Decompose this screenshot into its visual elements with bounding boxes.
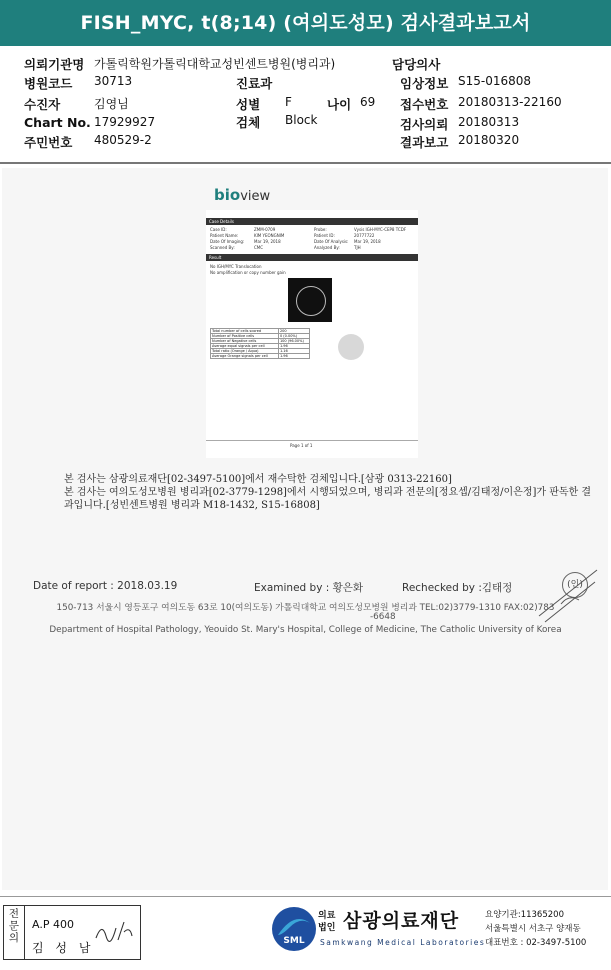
bioview-report-image xyxy=(206,186,418,458)
specialist-vertical-label xyxy=(4,906,25,959)
hospital-code-label: 병원코드 xyxy=(24,76,73,91)
fish-count-table xyxy=(210,328,310,359)
recipient-value: 김영님 xyxy=(94,97,129,111)
table-cell: Number of Positive cells xyxy=(211,334,279,339)
rrn-value: 480529-2 xyxy=(94,133,152,147)
specialist-signature xyxy=(94,918,134,944)
address-line-1: 150-713 서울시 영등포구 여의도동 63로 10(여의도동) 가톨릭대학교 여의도성모병원 병리과 TEL:02)3779-1310 FAX:02)783 xyxy=(56,603,555,613)
report-date-value: 20180320 xyxy=(458,133,520,147)
org-type-line-1: 의료 xyxy=(318,911,336,921)
org-type-line-2: 법인 xyxy=(318,923,336,933)
sml-logo-text: SML xyxy=(283,936,305,946)
body-text-line-1: 본 검사는 삼광의료재단[02-3497-5100]에서 재수탁한 검체입니다.[삼광 0313-22160] xyxy=(64,474,452,485)
department-label: 진료과 xyxy=(236,76,273,91)
table-cell: Total ratio (Orange / Aqua) xyxy=(211,349,279,354)
receipt-label: 접수번호 xyxy=(400,97,449,112)
org-phone: 대표번호 : 02-3497-5100 xyxy=(485,938,587,948)
case-field-value: CMC xyxy=(254,245,264,250)
org-name: 삼광의료재단 xyxy=(343,910,460,932)
table-row xyxy=(211,354,310,359)
table-cell: 200 xyxy=(278,329,309,334)
case-field-value: Vysis IGH-MYC-CEP8 TCDF xyxy=(354,227,407,232)
table-cell: Number of Negative cells xyxy=(211,339,279,344)
specialist-vertical-text: 전문의 xyxy=(8,908,20,944)
case-field-value: KIM YEONGNIM xyxy=(254,233,285,238)
hospital-code-value: 30713 xyxy=(94,74,133,88)
footer-divider xyxy=(0,896,611,897)
table-cell: 0 (0.00%) xyxy=(278,334,309,339)
receipt-value: 20180313-22160 xyxy=(458,95,562,109)
result-line-1: No IGH/MYC Translocation xyxy=(210,264,262,269)
specimen-label: 검체 xyxy=(236,115,261,130)
org-english-name: Samkwang Medical Laboratories xyxy=(320,938,486,947)
age-label: 나이 xyxy=(327,97,352,112)
specialist-box xyxy=(3,905,141,960)
header-divider xyxy=(0,162,611,164)
report-date-label: 결과보고 xyxy=(400,135,449,150)
case-field-label: Patient Name: xyxy=(210,233,239,238)
case-field-value: Mar 19, 2018 xyxy=(254,239,281,244)
case-field-label: Analyzed By: xyxy=(314,245,340,250)
org-code: 요양기관:11365200 xyxy=(485,910,564,920)
case-field-label: Date Of Imaging: xyxy=(210,239,245,244)
table-cell: Total number of cells scored xyxy=(211,329,279,334)
recipient-label: 수진자 xyxy=(24,97,61,112)
table-cell: 1.16 xyxy=(278,349,309,354)
rechecked-by: Rechecked by :김태정 xyxy=(402,582,513,594)
org-address: 서울특별시 서초구 양재동 xyxy=(485,924,581,934)
institution-value: 가톨릭학원가톨릭대학교성빈센트병원(병리과) xyxy=(94,57,336,71)
specialist-license: A.P 400 xyxy=(32,918,74,931)
bioview-logo-suffix: view xyxy=(240,189,271,204)
age-value: 69 xyxy=(360,95,376,109)
doctor-label: 담당의사 xyxy=(392,57,441,72)
chart-value: 17929927 xyxy=(94,115,156,129)
result-line-2: No amplification or copy number gain xyxy=(210,270,286,275)
address-line-2: -6648 xyxy=(370,612,396,622)
sex-label: 성별 xyxy=(236,97,261,112)
bioview-logo-prefix: bio xyxy=(214,186,241,204)
page-label: Page 1 of 1 xyxy=(290,443,313,448)
table-cell: 1.96 xyxy=(278,344,309,349)
patient-info xyxy=(0,50,611,155)
body-text-line-2: 본 검사는 여의도성모병원 병리과[02-3779-1298]에서 시행되었으며, 병리과 전문의[정요셉/김태정/이은정]가 판독한 결 xyxy=(64,487,592,498)
footer xyxy=(0,900,611,970)
table-cell: 100 (96.00%) xyxy=(278,339,309,344)
case-field-value: TJH xyxy=(354,245,361,250)
case-field-label: Case ID: xyxy=(210,227,227,232)
clinical-value: S15-016808 xyxy=(458,74,532,88)
report-title: FISH_MYC, t(8;14) (여의도성모) 검사결과보고서 xyxy=(0,0,611,46)
fish-cell-image xyxy=(288,278,332,322)
rrn-label: 주민번호 xyxy=(24,135,73,150)
sml-logo xyxy=(270,905,318,953)
org-type xyxy=(318,910,335,934)
case-field-label: Scanned By: xyxy=(210,245,235,250)
clinical-label: 임상정보 xyxy=(400,76,449,91)
table-cell: Average Orange signals per cell xyxy=(211,354,279,359)
institution-label: 의뢰기관명 xyxy=(24,57,85,72)
date-of-report: Date of report : 2018.03.19 xyxy=(33,580,178,592)
case-field-label: Date Of Analysis: xyxy=(314,239,349,244)
specimen-value: Block xyxy=(285,113,318,127)
signal-pie-chart xyxy=(338,334,364,360)
case-field-label: Probe: xyxy=(314,227,327,232)
case-field-value: 20777722 xyxy=(354,233,375,238)
examined-by: Examined by : 황은화 xyxy=(254,582,364,594)
seal-stamp: (인) xyxy=(562,572,588,598)
bioview-logo xyxy=(214,186,270,204)
request-value: 20180313 xyxy=(458,115,520,129)
body-text-line-3: 과입니다.[성빈센트병원 병리과 M18-1432, S15-16808] xyxy=(64,500,320,511)
case-field-label: Patient ID: xyxy=(314,233,335,238)
table-cell: 1.96 xyxy=(278,354,309,359)
request-label: 검사의뢰 xyxy=(400,117,449,132)
case-field-value: Mar 19, 2018 xyxy=(354,239,381,244)
specialist-name: 김 성 남 xyxy=(32,941,95,955)
case-details-header: Case Details xyxy=(206,218,418,225)
table-cell: Average equal signals per cell xyxy=(211,344,279,349)
chart-label: Chart No. xyxy=(24,115,91,130)
department-english: Department of Hospital Pathology, Yeouido St. Mary's Hospital, College of Medicine, The Catholic University of Korea xyxy=(49,625,562,635)
case-field-value: ZMM-0709 xyxy=(254,227,276,232)
result-header: Result xyxy=(206,254,418,261)
sex-value: F xyxy=(285,95,292,109)
footer-rule xyxy=(206,440,418,441)
